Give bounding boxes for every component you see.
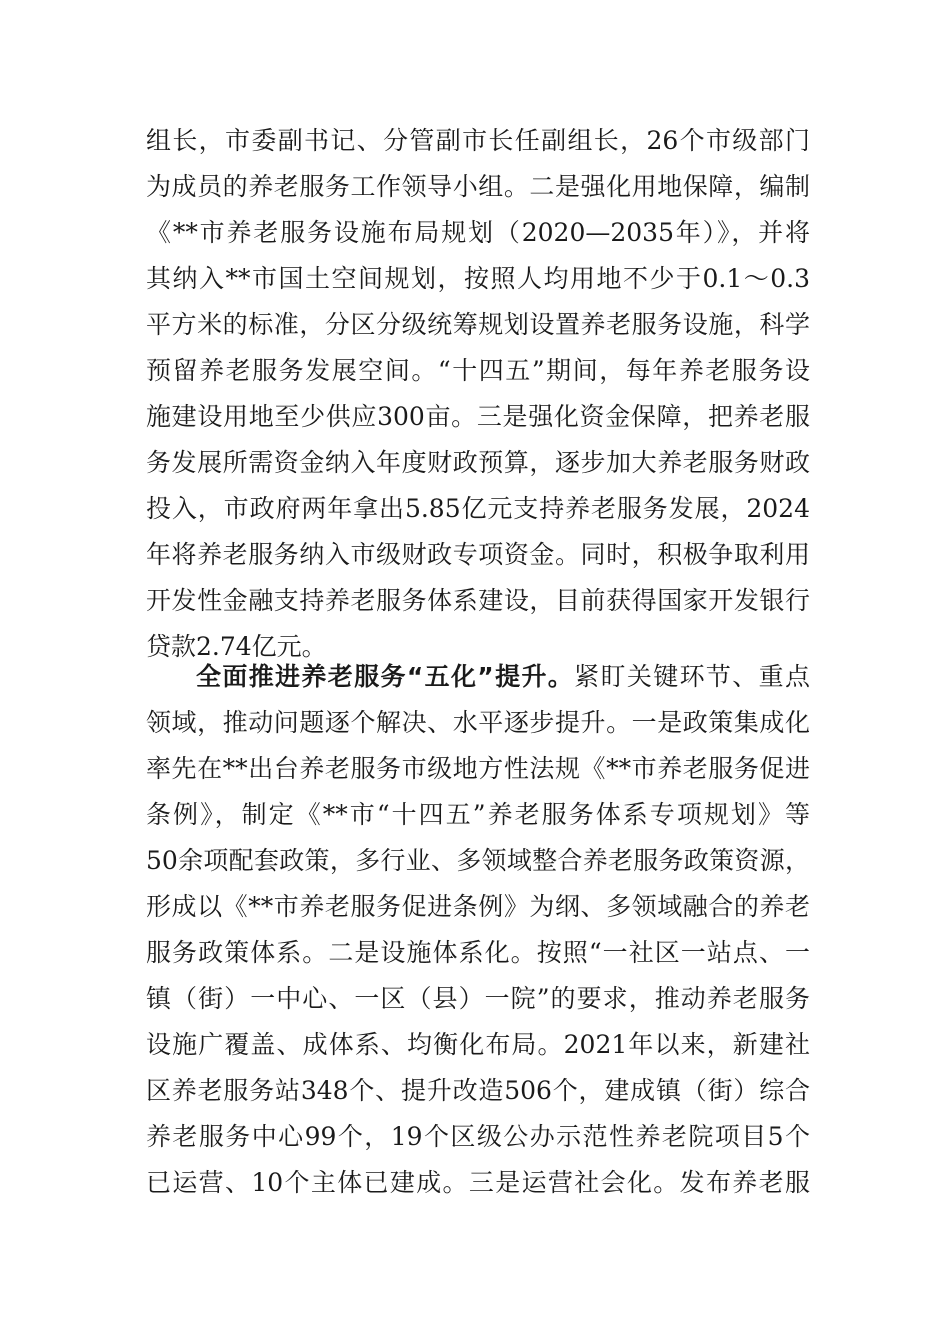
- paragraph-line: 服务政策体系。二是设施体系化。按照“一社区一站点、一: [146, 938, 810, 967]
- paragraph-first-line: [146, 654, 810, 700]
- paragraph-line: 组长，市委副书记、分管副市长任副组长，26个市级部门: [146, 126, 810, 155]
- paragraph-line: 50余项配套政策，多行业、多领域整合养老服务政策资源，: [146, 846, 810, 875]
- paragraph-2: [146, 654, 810, 1206]
- paragraph-line: 镇（街）一中心、一区（县）一院”的要求，推动养老服务: [146, 984, 810, 1013]
- paragraph-line: 施建设用地至少供应300亩。三是强化资金保障，把养老服: [146, 402, 810, 431]
- paragraph-line: 务发展所需资金纳入年度财政预算，逐步加大养老服务财政: [146, 448, 810, 477]
- paragraph-line: 为成员的养老服务工作领导小组。二是强化用地保障，编制: [146, 172, 810, 201]
- paragraph-line: 投入，市政府两年拿出5.85亿元支持养老服务发展，2024: [146, 494, 810, 523]
- paragraph-line: 贷款2.74亿元。: [146, 632, 327, 661]
- paragraph-line: 率先在**出台养老服务市级地方性法规《**市养老服务促进: [146, 754, 810, 783]
- paragraph-line: 领域，推动问题逐个解决、水平逐步提升。一是政策集成化: [146, 708, 810, 737]
- paragraph-line: 已运营、10个主体已建成。三是运营社会化。发布养老服: [146, 1168, 810, 1197]
- paragraph-line: 年将养老服务纳入市级财政专项资金。同时，积极争取利用: [146, 540, 810, 569]
- paragraph-line: 区养老服务站348个、提升改造506个，建成镇（街）综合: [146, 1076, 810, 1105]
- section-heading: 全面推进养老服务“五化”提升。: [196, 662, 575, 691]
- paragraph-line: 形成以《**市养老服务促进条例》为纲、多领域融合的养老: [146, 892, 810, 921]
- paragraph-line: 其纳入**市国土空间规划，按照人均用地不少于0.1～0.3: [146, 264, 810, 293]
- paragraph-line: 开发性金融支持养老服务体系建设，目前获得国家开发银行: [146, 586, 810, 615]
- paragraph-1: [146, 118, 810, 670]
- paragraph-line: 预留养老服务发展空间。“十四五”期间，每年养老服务设: [146, 356, 810, 385]
- paragraph-line: 平方米的标准，分区分级统筹规划设置养老服务设施，科学: [146, 310, 810, 339]
- paragraph-line: 条例》，制定《**市“十四五”养老服务体系专项规划》等: [146, 800, 810, 829]
- paragraph-line: 养老服务中心99个，19个区级公办示范性养老院项目5个: [146, 1122, 810, 1151]
- paragraph-line: 《**市养老服务设施布局规划（2020—2035年）》，并将: [146, 218, 810, 247]
- paragraph-line: 设施广覆盖、成体系、均衡化布局。2021年以来，新建社: [146, 1030, 810, 1059]
- paragraph-line-text: 紧盯关键环节、重点: [574, 662, 810, 691]
